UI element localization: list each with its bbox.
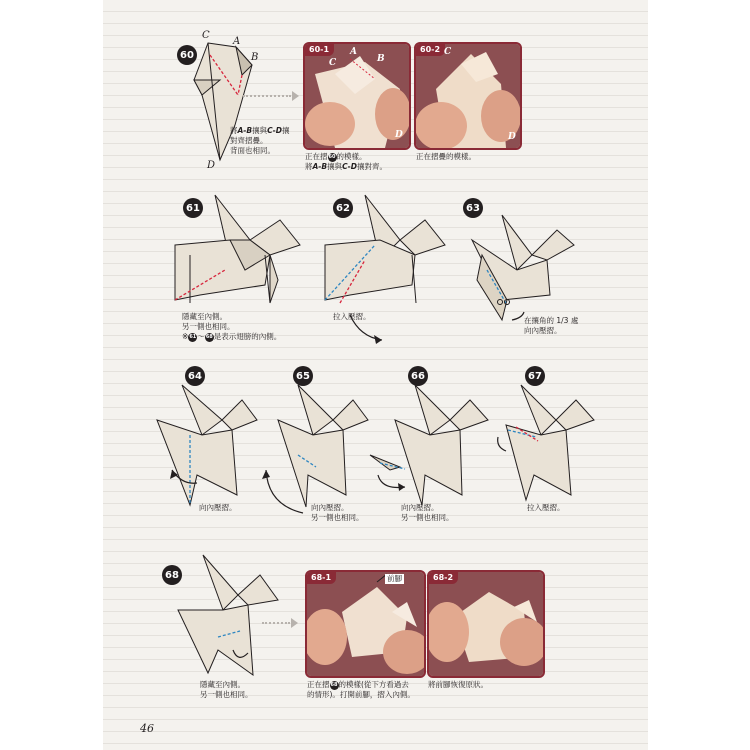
step-66-number: 66 <box>408 366 428 386</box>
arrow-head <box>292 91 299 101</box>
step-63-caption: 在攘角的 1/3 處 向內壓摺。 <box>524 316 579 335</box>
photo-60-2-tag: 60-2 <box>416 44 445 56</box>
step-65-diagram <box>258 375 378 515</box>
step-61-number: 61 <box>183 198 203 218</box>
step-64-number: 64 <box>185 366 205 386</box>
step-62-caption: 拉入壓摺。 <box>333 312 371 321</box>
photo-60-1 <box>303 42 411 150</box>
photo-68-1-image <box>307 572 424 676</box>
photo-60-2-caption: 正在摺疊的模樣。 <box>416 152 476 161</box>
step-62-number: 62 <box>333 198 353 218</box>
arrow-head <box>291 618 298 628</box>
label-d: D <box>207 160 216 171</box>
step-63-diagram <box>462 200 582 330</box>
label-b: B <box>251 52 259 63</box>
photo-60-1-tag: 60-1 <box>305 44 334 56</box>
step-68-number: 68 <box>162 565 182 585</box>
page-number: 46 <box>140 722 154 735</box>
step-68-caption: 隱藏至內側。 另一側也相同。 <box>200 680 253 699</box>
photo-68-2-tag: 68-2 <box>429 572 458 584</box>
step-66-caption: 向內壓摺。 另一側也相同。 <box>401 503 454 522</box>
step-67-diagram <box>496 375 606 505</box>
dotted-arrow <box>262 622 290 624</box>
photo-68-1-caption: 正在摺68的模樣(從下方看過去 的情形)。打開前腳，摺入內側。 <box>307 680 415 699</box>
photo-68-1-tag: 68-1 <box>307 572 336 584</box>
step-66-diagram <box>370 375 495 515</box>
dotted-arrow <box>243 95 291 97</box>
step-61-diagram <box>170 195 310 310</box>
photo-label-c: C <box>329 58 337 68</box>
photo-68-1 <box>305 570 426 678</box>
step-67-caption: 拉入壓摺。 <box>527 503 565 512</box>
step-65-caption: 向內壓摺。 另一側也相同。 <box>311 503 364 522</box>
photo-label-c: C <box>444 47 452 57</box>
step-61-caption: 隱藏至內側。 另一側也相同。 ※61～68是表示翅膀的內側。 <box>182 312 282 341</box>
photo-68-2-caption: 將前腳恢復原狀。 <box>428 680 488 689</box>
photo-68-2-image <box>429 572 543 676</box>
step-63-number: 63 <box>463 198 483 218</box>
step-62-diagram <box>320 195 450 345</box>
step-60-number: 60 <box>177 45 197 65</box>
photo-60-1-image <box>305 44 409 148</box>
photo-60-2-image <box>416 44 520 148</box>
front-leg-callout: 前腳 <box>387 574 402 583</box>
photo-60-1-caption: 正在摺60的模樣。 將A-B攘與C-D攘對齊。 <box>305 152 387 171</box>
step-65-number: 65 <box>293 366 313 386</box>
step-68-diagram <box>178 555 288 680</box>
label-c: C <box>202 30 210 41</box>
photo-60-2 <box>414 42 522 150</box>
photo-label-a: A <box>350 47 357 57</box>
photo-label-d: D <box>508 132 516 142</box>
photo-label-d: D <box>395 130 403 140</box>
label-a: A <box>233 36 241 47</box>
step-64-diagram <box>152 375 262 515</box>
step-60-caption: 將A-B攘與C-D攘 對齊摺疊。 背面也相同。 <box>230 126 290 155</box>
step-67-number: 67 <box>525 366 545 386</box>
photo-68-2 <box>427 570 545 678</box>
photo-label-b: B <box>377 54 385 64</box>
step-64-caption: 向內壓摺。 <box>199 503 237 512</box>
